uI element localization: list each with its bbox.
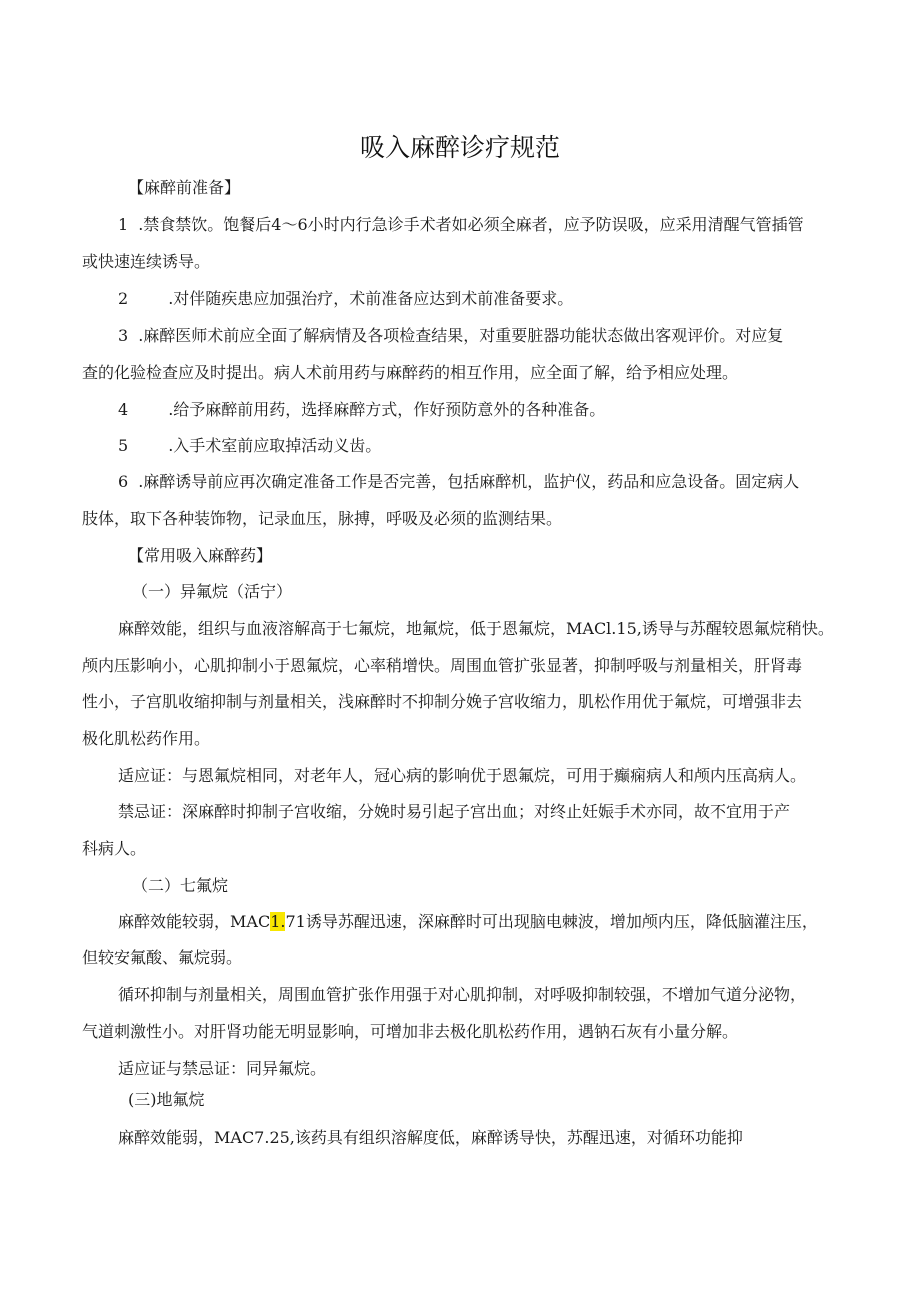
prep-item-6-line-2: 肢体，取下各种装饰物，记录血压，脉搏，呼吸及必须的监测结果。	[82, 509, 563, 528]
prep-item-6-number: 6	[118, 472, 129, 491]
drug-1-contraindications-line-1: 禁忌证：深麻醉时抑制子宫收缩，分娩时易引起子宫出血；对终止妊娠手术亦同，故不宜用于产	[118, 802, 791, 821]
prep-item-3-line-1	[118, 326, 783, 346]
prep-item-4-text: .给予麻醉前用药，选择麻醉方式，作好预防意外的各种准备。	[168, 400, 606, 419]
section-heading-prep: 【麻醉前准备】	[128, 178, 241, 197]
drug-2-efficacy-line-2: 但较安氟酸、氟烷弱。	[82, 948, 243, 967]
prep-item-5-number: 5	[118, 436, 129, 455]
prep-item-3-text: .麻醉医师术前应全面了解病情及各项检查结果，对重要脏器功能状态做出客观评价。对应复	[138, 326, 784, 345]
drug-2-circulation-line-1: 循环抑制与剂量相关，周围血管扩张作用强于对心肌抑制，对呼吸抑制较强，不增加气道分泌物，	[118, 985, 807, 1004]
prep-item-2-text: .对伴随疾患应加强治疗，术前准备应达到术前准备要求。	[168, 289, 574, 308]
prep-item-5-text: .入手术室前应取掉活动义齿。	[168, 436, 382, 455]
drug-3-heading: (三)地氟烷	[128, 1090, 205, 1109]
prep-item-5	[118, 436, 381, 456]
drug-1-indications: 适应证：与恩氟烷相同，对老年人，冠心病的影响优于恩氟烷，可用于癫痫病人和颅内压高病人。	[118, 766, 807, 785]
prep-item-3-line-2: 查的化验检查应及时提出。病人术前用药与麻醉药的相互作用，应全面了解，给予相应处理。	[82, 363, 739, 382]
prep-item-6-line-1	[118, 472, 799, 492]
prep-item-1-text: .禁食禁饮。饱餐后4～6小时内行急诊手术者如必须全麻者，应予防误吸，应采用清醒气管插管	[138, 215, 804, 234]
drug-2-heading: （二）七氟烷	[132, 876, 229, 895]
drug-1-efficacy-line-3: 性小，子宫肌收缩抑制与剂量相关，浅麻醉时不抑制分娩子宫收缩力，肌松作用优于氟烷，可增强非去	[82, 692, 803, 711]
drug-3-efficacy-line-1: 麻醉效能弱，MAC7.25,该药具有组织溶解度低，麻醉诱导快，苏醒迅速，对循环功能抑	[118, 1128, 743, 1147]
prep-item-1-line-2: 或快速连续诱导。	[82, 252, 211, 271]
drug-1-efficacy-line-2: 颅内压影响小，心肌抑制小于恩氟烷，心率稍增快。周围血管扩张显著，抑制呼吸与剂量相关，肝肾毒	[82, 656, 803, 675]
prep-item-4	[118, 400, 605, 420]
drug-2-efficacy-line-1	[118, 912, 818, 932]
prep-item-6-text: .麻醉诱导前应再次确定准备工作是否完善，包括麻醉机，监护仪，药品和应急设备。固定病人	[138, 472, 800, 491]
drug-1-heading: （一）异氟烷（活宁）	[132, 582, 293, 601]
prep-item-1-line-1	[118, 215, 804, 235]
drug-2-circulation-line-2: 气道刺激性小。对肝肾功能无明显影响，可增加非去极化肌松药作用，遇钠石灰有小量分解。	[82, 1022, 739, 1041]
drug-1-efficacy-line-4: 极化肌松药作用。	[82, 729, 211, 748]
drug-1-contraindications-line-2: 科病人。	[82, 839, 147, 858]
prep-item-2	[118, 289, 573, 309]
drug-2-indications-contraindications: 适应证与禁忌证：同异氟烷。	[118, 1059, 327, 1078]
drug-2-efficacy-text-b: 71诱导苏醒迅速，深麻醉时可出现脑电棘波，增加颅内压，降低脑灌注压，	[285, 912, 818, 931]
drug-2-efficacy-text-a: 麻醉效能较弱，MAC	[118, 912, 271, 931]
section-heading-drugs: 【常用吸入麻醉药】	[128, 546, 273, 565]
prep-item-3-number: 3	[118, 326, 129, 345]
page-title: 吸入麻醉诊疗规范	[359, 133, 560, 162]
prep-item-4-number: 4	[118, 400, 129, 419]
drug-1-efficacy-line-1: 麻醉效能，组织与血液溶解高于七氟烷，地氟烷，低于恩氟烷，MACl.15,诱导与苏醒较恩氟烷稍快。	[118, 619, 834, 638]
prep-item-1-number: 1	[118, 215, 129, 234]
highlight-mark: 1.	[270, 912, 286, 931]
prep-item-2-number: 2	[118, 289, 129, 308]
